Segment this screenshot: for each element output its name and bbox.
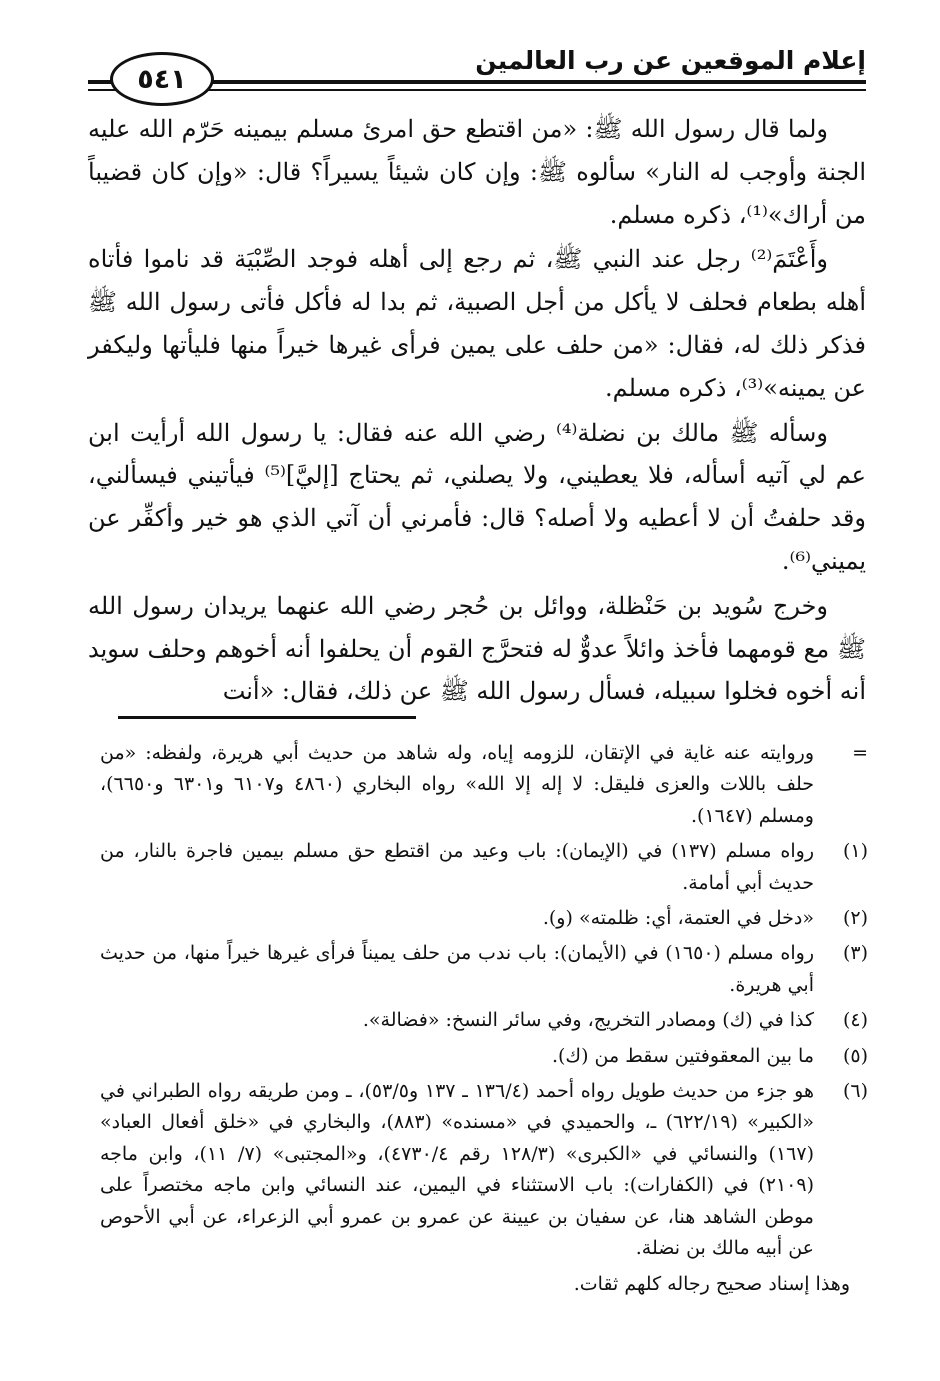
footnote-text: ما بين المعقوفتين سقط من (ك).: [551, 1044, 814, 1067]
footnote-text: رواه مسلم (١٦٥٠) في (الأيمان): باب ندب من حلف يميناً فرأى غيرها خيراً منها، من حديث أبي هريرة.: [100, 942, 815, 996]
footnote-marker: (٥): [842, 1044, 868, 1067]
footnote-marker: (٤): [842, 1009, 868, 1032]
paragraph: وأَعْتَمَ⁽²⁾ رجل عند النبي ﷺ، ثم رجع إلى أهله فوجد الصِّبْيَة قد ناموا فأتاه أهله بطعام فحلف لا يأكل من أجل الصبية، ثم بدا له فأكل فأتى رسول الله ﷺ فذكر ذلك له، فقال: «من حلف على يمين فرأى غيرها خيراً منها فليأتها وليكفر عن يمينه»⁽³⁾، ذكره مسلم.: [88, 245, 866, 402]
footnote-text: كذا في (ك) ومصادر التخريج، وفي سائر النسخ: «فضالة».: [362, 1009, 814, 1032]
main-text: [88, 108, 866, 715]
footnote: [100, 836, 868, 899]
footnote-continuation: [100, 738, 868, 832]
page-number-badge: [110, 52, 214, 106]
closing-note: وهذا إسناد صحيح رجاله كلهم ثقات.: [573, 1272, 850, 1295]
footnote-marker: (٢): [842, 907, 868, 930]
paragraph: وخرج سُويد بن حَنْظلة، ووائل بن حُجر رضي الله عنهما يريدان رسول الله ﷺ مع قومهما فأخذ وائلاً عدوٌّ له فتحرَّج القوم أن يحلفوا أنه أخوهم وحلف سويد أنه أخوه فخلوا سبيله، فسأل رسول الله ﷺ عن ذلك، فقال: «أنت: [88, 591, 866, 706]
footnote-marker: =: [852, 742, 868, 764]
page-header: [88, 40, 866, 100]
footnote: [100, 1041, 868, 1072]
footnote-marker: (٦): [842, 1080, 868, 1103]
footnote-text: وروايته عنه غاية في الإتقان، للزومه إياه، وله شاهد من حديث أبي هريرة، ولفظه: «من حلف باللات والعزى فليقل: لا إله إلا الله» رواه البخاري (٤٨٦٠ و٦١٠٧ و٦٣٠١ و٦٦٥٠)، ومسلم (١٦٤٧).: [100, 742, 815, 827]
footnotes: [100, 738, 868, 1300]
footnote: [100, 1076, 868, 1264]
footnote-marker: (٣): [842, 942, 868, 965]
paragraph: وسأله ﷺ مالك بن نضلة⁽⁴⁾ رضي الله عنه فقال: يا رسول الله أرأيت ابن عم لي آتيه أسأله، فلا يعطيني، ولا يصلني، ثم يحتاج [إليَّ]⁽⁵⁾ فيأتيني فيسألني، وقد حلفتُ أن لا أعطيه ولا أصله؟ قال: فأمرني أن آتي الذي هو خير وأكفِّر عن يميني⁽⁶⁾.: [88, 418, 867, 575]
footnote-text: رواه مسلم (١٣٧) في (الإيمان): باب وعيد من اقتطع حق مسلم بيمين فاجرة بالنار، من حديث أبي أمامة.: [100, 840, 815, 894]
footnote-text: هو جزء من حديث طويل رواه أحمد (١٣٦/٤ ـ ١٣٧ و٥٣/٥)، ـ ومن طريقه رواه الطبراني في «الكبير» (٦٢٢/١٩) ـ، والحميدي في «مسنده» (٨٨٣)، والبخاري في «خلق أفعال العباد» (١٦٧) والنسائي في «الكبرى» (١٢٨/٣ رقم ٤٧٣٠/٤)، و«المجتبى» (٧/ ١١)، وابن ماجه (٢١٠٩) في (الكفارات): باب الاستثناء في اليمين، عند النسائي وابن ماجه مختصراً على موطن الشاهد هنا، عن سفيان بن عيينة عن عمرو بن عمرو أبي الزعراء، عن أبي الأحوص عن أبيه مالك بن نضلة.: [100, 1080, 814, 1260]
footnote-separator: [118, 716, 416, 719]
footnote-text: «دخل في العتمة، أي: ظلمته» (و).: [542, 907, 814, 930]
footnote: [100, 1005, 868, 1036]
page-number: ٥٤١: [137, 63, 187, 95]
running-title: إعلام الموقعين عن رب العالمين: [475, 46, 866, 75]
footnote: [100, 903, 868, 934]
footnote: [100, 938, 868, 1001]
footnote-marker: (١): [842, 840, 868, 863]
paragraph: ولما قال رسول الله ﷺ: «من اقتطع حق امرئ مسلم بيمينه حَرّم الله عليه الجنة وأوجب له النار» سألوه ﷺ: وإن كان شيئاً يسيراً؟ قال: «وإن كان قضيباً من أراك»⁽¹⁾، ذكره مسلم.: [88, 115, 866, 229]
